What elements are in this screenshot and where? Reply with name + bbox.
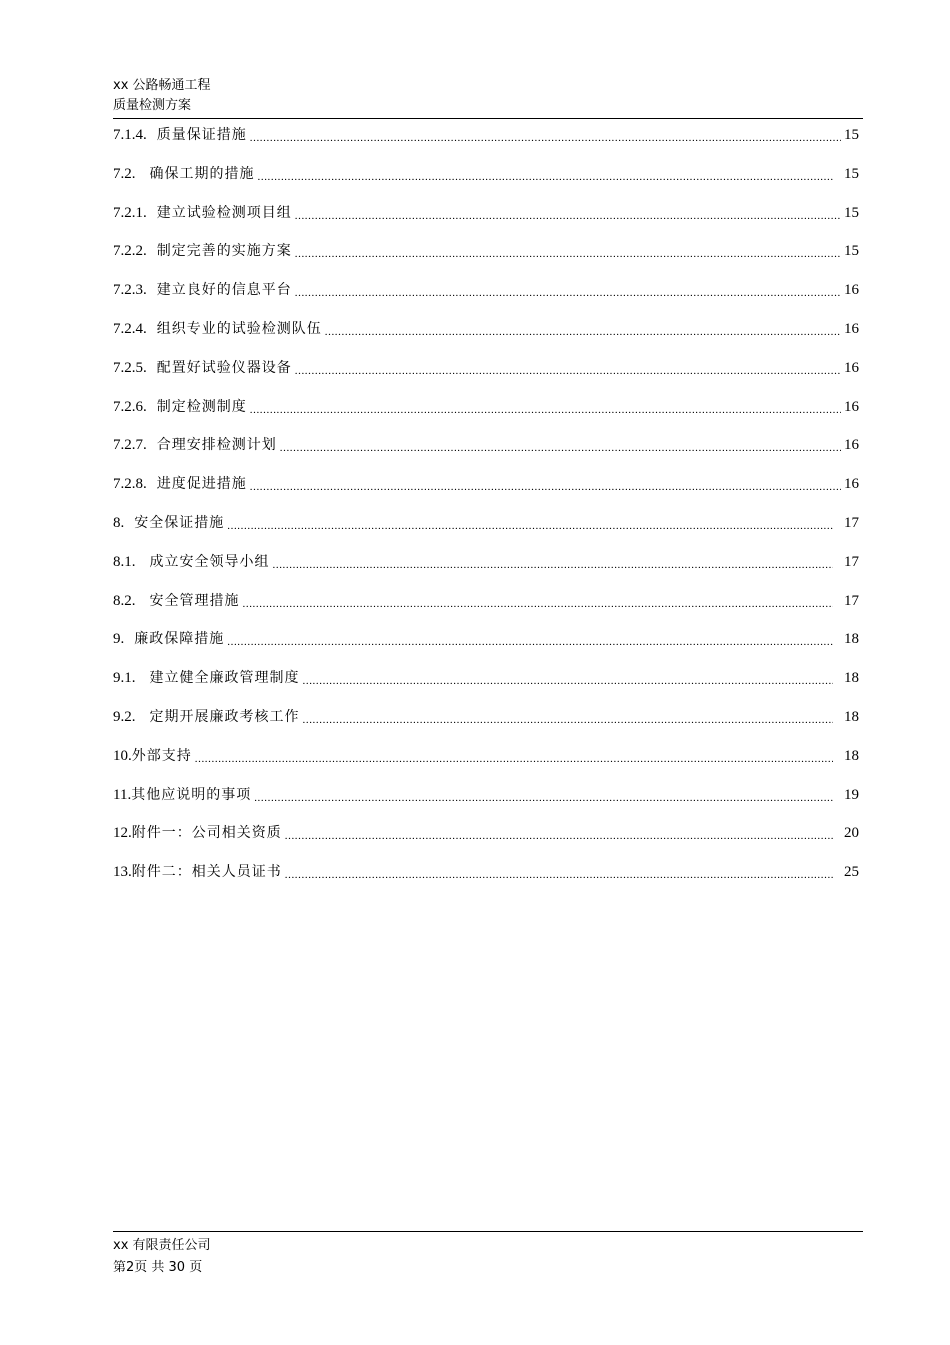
toc-entry-title: 建立试验检测项目组 <box>156 204 292 221</box>
toc-entry-title: 成立安全领导小组 <box>149 553 270 570</box>
toc-entry-number: 8. <box>113 514 125 531</box>
toc-entry-page: 15 <box>844 243 859 260</box>
toc-entry-page: 17 <box>844 514 859 531</box>
toc-entry-number: 11. <box>113 786 132 803</box>
toc-entry[interactable] <box>113 785 859 824</box>
toc-entry[interactable] <box>113 862 859 901</box>
toc-entry-title: 制定完善的实施方案 <box>156 243 292 260</box>
toc-entry-page: 18 <box>844 747 859 764</box>
toc-dot-leader <box>250 474 841 497</box>
toc-entry-number: 7.2.4. <box>113 320 147 337</box>
table-of-contents <box>113 125 859 901</box>
toc-entry[interactable] <box>113 629 859 668</box>
toc-entry-page: 17 <box>844 592 859 609</box>
toc-entry-page: 16 <box>844 476 859 493</box>
toc-dot-leader <box>325 319 841 342</box>
toc-entry-page: 17 <box>844 553 859 570</box>
toc-entry-page: 16 <box>844 282 859 299</box>
toc-entry-title: 定期开展廉政考核工作 <box>149 708 300 725</box>
toc-dot-leader <box>250 397 841 420</box>
toc-dot-leader <box>250 125 841 148</box>
toc-entry-page: 25 <box>844 864 859 881</box>
toc-entry-page: 18 <box>844 670 859 687</box>
toc-entry[interactable] <box>113 164 859 203</box>
toc-entry-title: 质量保证措施 <box>156 127 247 143</box>
toc-entry-page: 15 <box>844 204 859 221</box>
toc-dot-leader <box>295 280 841 303</box>
toc-entry-number: 9. <box>113 631 125 648</box>
toc-dot-leader <box>303 668 834 691</box>
toc-entry-title: 安全保证措施 <box>134 514 225 531</box>
toc-entry-title: 合理安排检测计划 <box>156 437 277 454</box>
toc-entry-number: 7.2.5. <box>113 359 147 376</box>
toc-entry-title: 附件二：相关人员证书 <box>131 864 282 881</box>
toc-entry-page: 15 <box>844 127 859 143</box>
toc-dot-leader <box>258 164 834 187</box>
toc-entry-number: 10. <box>113 747 132 764</box>
toc-dot-leader <box>285 823 833 846</box>
toc-entry-title: 确保工期的措施 <box>149 165 255 182</box>
toc-dot-leader <box>227 513 833 536</box>
toc-entry-page: 19 <box>844 786 859 803</box>
toc-entry[interactable] <box>113 746 859 785</box>
footer-divider <box>113 1231 863 1232</box>
toc-entry-title: 进度促进措施 <box>156 476 247 493</box>
toc-entry[interactable] <box>113 241 859 280</box>
toc-entry-number: 12. <box>113 825 132 842</box>
toc-entry-title: 制定检测制度 <box>156 398 247 415</box>
toc-entry-page: 20 <box>844 825 859 842</box>
toc-entry[interactable] <box>113 397 859 436</box>
toc-entry-title: 组织专业的试验检测队伍 <box>156 320 322 337</box>
toc-entry[interactable] <box>113 668 859 707</box>
toc-entry-title: 安全管理措施 <box>149 592 240 609</box>
toc-dot-leader <box>254 785 833 808</box>
toc-entry-page: 16 <box>844 437 859 454</box>
toc-entry[interactable] <box>113 203 859 242</box>
toc-entry-number: 8.2. <box>113 592 136 609</box>
toc-entry-number: 8.1. <box>113 553 136 570</box>
toc-dot-leader <box>195 746 833 769</box>
toc-entry[interactable] <box>113 358 859 397</box>
header-document-title: 质量检测方案 <box>113 98 192 113</box>
toc-dot-leader <box>243 591 834 614</box>
toc-entry[interactable] <box>113 319 859 358</box>
toc-entry-page: 15 <box>844 165 859 182</box>
toc-entry[interactable] <box>113 280 859 319</box>
toc-entry-number: 7.2.8. <box>113 476 147 493</box>
toc-entry-title: 其他应说明的事项 <box>131 786 252 803</box>
toc-dot-leader <box>303 707 834 730</box>
toc-entry-number: 7.2.3. <box>113 282 147 299</box>
toc-entry-page: 18 <box>844 708 859 725</box>
toc-entry[interactable] <box>113 435 859 474</box>
toc-entry-number: 9.1. <box>113 670 136 687</box>
toc-entry-number: 7.2. <box>113 165 136 182</box>
footer-company-name: xx 有限责任公司 <box>113 1238 211 1253</box>
toc-entry-title: 廉政保障措施 <box>134 631 225 648</box>
toc-entry[interactable] <box>113 591 859 630</box>
toc-dot-leader <box>295 203 841 226</box>
toc-entry-number: 7.2.6. <box>113 398 147 415</box>
page-footer <box>113 1235 863 1279</box>
toc-entry-number: 7.1.4. <box>113 127 147 143</box>
toc-entry-page: 16 <box>844 359 859 376</box>
toc-entry-number: 7.2.7. <box>113 437 147 454</box>
toc-entry-number: 13. <box>113 864 132 881</box>
toc-dot-leader <box>285 862 833 885</box>
toc-entry-title: 建立良好的信息平台 <box>156 282 292 299</box>
toc-dot-leader <box>295 241 841 264</box>
header-project-name: xx 公路畅通工程 <box>113 78 211 93</box>
toc-entry[interactable] <box>113 474 859 513</box>
toc-entry-title: 建立健全廉政管理制度 <box>149 670 300 687</box>
header-divider <box>113 118 863 119</box>
toc-entry[interactable] <box>113 513 859 552</box>
toc-entry-title: 外部支持 <box>131 747 192 764</box>
toc-entry-number: 7.2.2. <box>113 243 147 260</box>
toc-entry-page: 18 <box>844 631 859 648</box>
toc-dot-leader <box>280 435 841 458</box>
toc-entry-title: 附件一：公司相关资质 <box>131 825 282 842</box>
toc-dot-leader <box>227 629 833 652</box>
toc-dot-leader <box>295 358 841 381</box>
toc-dot-leader <box>273 552 834 575</box>
toc-entry-number: 9.2. <box>113 708 136 725</box>
toc-entry[interactable] <box>113 552 859 591</box>
toc-entry[interactable] <box>113 823 859 862</box>
toc-entry[interactable] <box>113 125 859 164</box>
toc-entry[interactable] <box>113 707 859 746</box>
toc-entry-page: 16 <box>844 320 859 337</box>
page-header <box>113 76 863 116</box>
footer-page-number: 第2页 共 30 页 <box>113 1260 203 1275</box>
toc-entry-title: 配置好试验仪器设备 <box>156 359 292 376</box>
toc-entry-number: 7.2.1. <box>113 204 147 221</box>
toc-entry-page: 16 <box>844 398 859 415</box>
